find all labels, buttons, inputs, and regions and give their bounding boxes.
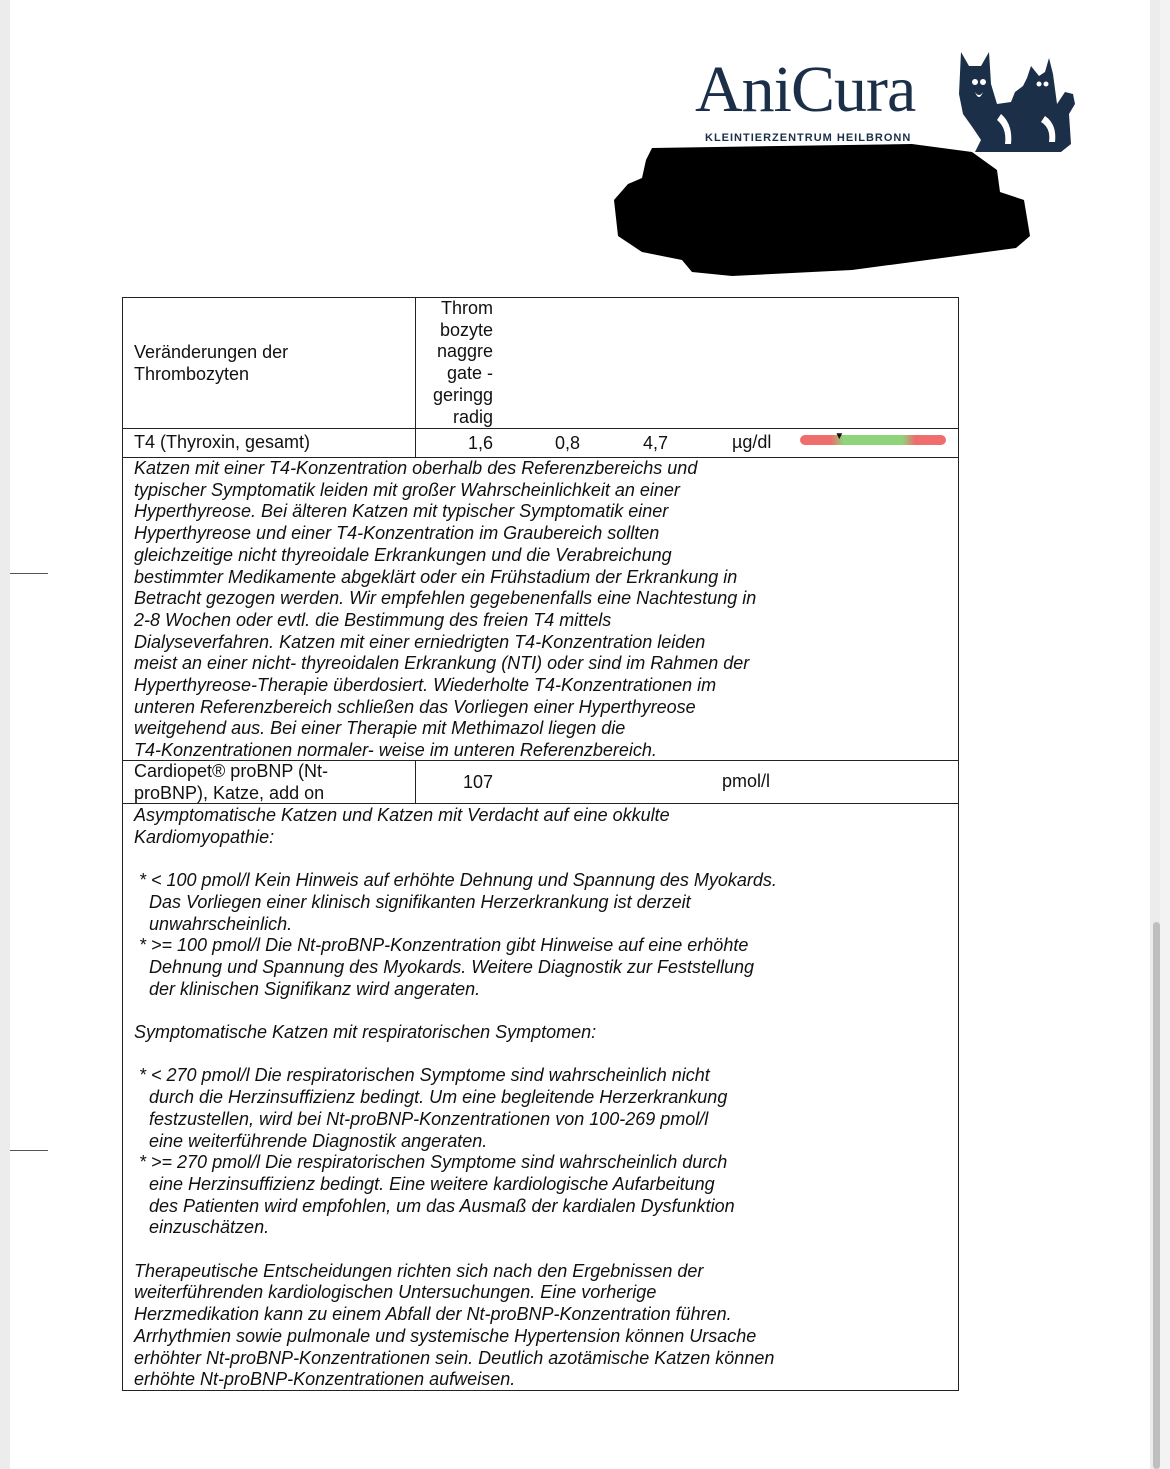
margin-mark [10,1150,48,1151]
t4-unit: µg/dl [732,432,772,452]
probnp-label: Cardiopet® proBNP (Nt- proBNP), Katze, add on [134,761,329,803]
scrollbar-thumb[interactable] [1153,922,1160,1469]
column-divider [415,760,416,803]
thrombo-label: Veränderungen der Thrombozyten [134,342,289,384]
thrombo-value: Throm bozyte naggre gate - geringg radig [432,298,493,427]
t4-ref-high: 4,7 [642,433,668,453]
t4-interpretation-note: Katzen mit einer T4-Konzentration oberhalb des Referenzbereichs und typischer Symptomatik leiden mit großer Wahrscheinlichkeit an einer Hyperthyreose. Bei älteren Katzen mit typischer Symptomatik einer Hyperthyreose und einer T4-Konzentration im Graubereich sollten gleichzeitige nicht thyreoidale Erkrankungen und die Verabreichung bestimmter Medikamente abgeklärt oder ein Frühstadium der Erkrankung in Betracht gezogen werden. Wir empfehlen gegebenenfalls eine Nachtestung in 2-8 Wochen oder evtl. die Bestimmung des freien T4 mittels Dialyseverfahren. Katzen mit einer erniedrigten T4-Konzentration leiden meist an einer nicht- thyreoidalen Erkrankung (NTI) oder sind im Rahmen der Hyperthyreose-Therapie überdosiert. Wiederholte T4-Konzentrationen im unteren Referenzbereich schließen das Vorliegen einer Hyperthyreose weitgehend aus. Bei einer Therapie mit Methimazol liegen die T4-Konzentrationen normaler- weise im unteren Referenzbereich. [134,458,757,761]
column-divider [415,298,416,457]
t4-ref-low: 0,8 [554,433,580,453]
probnp-value: 107 [462,772,493,792]
t4-label: T4 (Thyroxin, gesamt) [134,432,311,452]
t4-value: 1,6 [467,433,493,453]
scroll-track [1160,0,1170,1469]
t4-reference-range-bar [800,435,946,445]
redaction-mark [612,140,1032,280]
logo-wordmark: AniCura [695,53,916,126]
logo-subtitle: KLEINTIERZENTRUM HEILBRONN [705,132,912,144]
probnp-unit: pmol/l [722,771,771,791]
lab-results-table [122,297,959,1391]
t4-position-marker-icon: ▼ [834,431,845,442]
margin-mark [10,573,48,574]
row-divider [123,428,958,429]
probnp-interpretation-note: Asymptomatische Katzen und Katzen mit Verdacht auf eine okkulte Kardiomyopathie: * < 100 pmol/l Kein Hinweis auf erhöhte Dehnung und Spannung des Myokards. Das Vorliegen einer klinisch signifikanten Herzerkrankung ist derzeit unwahrscheinlich. * >= 100 pmol/l Die Nt-proBNP-Konzentration gibt Hinweise auf eine erhöhte Dehnung und Spannung des Myokards. Weitere Diagnostik zur Feststellung der klinischen Signifikanz wird angeraten. Symptomatische Katzen mit respiratorischen Symptomen: * < 270 pmol/l Die respiratorischen Symptome sind wahrscheinlich nicht durch die Herzinsuffizienz bedingt. Um eine begleitende Herzerkrankung festzustellen, wird bei Nt-proBNP-Konzentrationen von 100-269 pmol/l eine weiterführende Diagnostik angeraten. * >= 270 pmol/l Die respiratorischen Symptome sind wahrscheinlich durch eine Herzinsuffizienz bedingt. Eine weitere kardiologische Aufarbeitung des Patienten wird empfohlen, um das Ausmaß der kardialen Dysfunktion einzuschätzen. Therapeutische Entscheidungen richten sich nach den Ergebnissen der weiterführenden kardiologischen Untersuchungen. Eine vorherige Herzmedikation kann zu einem Abfall der Nt-proBNP-Konzentration führen. Arrhythmien sowie pulmonale und systemische Hypertension können Ursache erhöhter Nt-proBNP-Konzentrationen sein. Deutlich azotämische Katzen können erhöhte Nt-proBNP-Konzentrationen aufweisen. [134,805,777,1390]
